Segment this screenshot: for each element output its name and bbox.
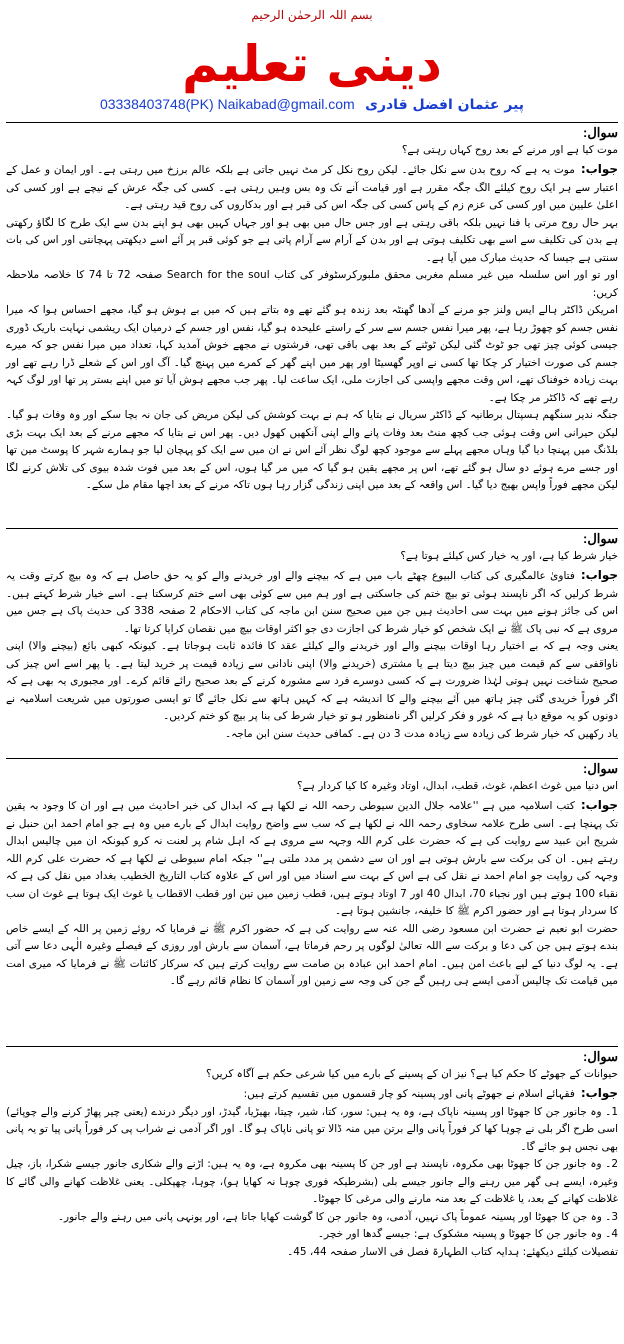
answer-paragraph: حضرت ابو نعیم نے حضرت ابن مسعود رضی اللہ عنہ سے روایت کی ہے کہ حضور اکرم ﷺ نے فرمایا کہ روئے زمین پر اللہ کے ایسے خاص بندے ہوتے ہیں جن کی دعا و برکت سے اللہ تعالیٰ لوگوں پر رحم فرماتا ہے، آسمان سے بارش اور روزی کے فیصلے وغیرہ الٰہی دعا سے آتی ہے۔ یہ لوگ دنیا کے لیے باعث امن ہیں۔ امام احمد ابن عبادہ بن صامت سے روایت کرتے ہیں کہ سرکار کائنات ﷺ نے فرمایا کہ میری امت میں قیامت تک چالیس آدمی ایسے ہی رہیں گے جن کی وجہ سے زمین اور آسمان کا نظام قائم رہے گا۔: [6, 922, 618, 987]
answer-paragraph: 3۔ وہ جن کا جھوٹا اور پسینہ عموماً پاک نہیں، آدمی، وہ جانور جن کا گوشت کھایا جاتا ہے، اور یونہی پانی میں رہنے والے جانور۔: [57, 1210, 618, 1223]
answer-paragraph: جواب:فتاویٰ عالمگیری کی کتاب البیوع چھٹے باب میں ہے کہ بیچنے والے اور خریدنے والے کو یہ حق حاصل ہے کہ وہ بیچ کرتے وقت یہ شرط کرلیں کہ اگر ناپسند ہوئی تو بیچ ختم کی جاسکتی ہے اور ہم میں سے کوئی بھی اسے ختم کرسکتا ہے۔ اسے خیار شرط کہتے ہیں۔ اس کی جائز ہونے میں بہت سی احادیث ہیں جن میں صحیح سنن ابن ماجہ کی کتاب الاحکام 2 صفحہ 338 کی حدیث پاک ہے جس میں مروی ہے کہ نبی پاک ﷺ نے ایک شخص کو خیار شرط کی اجازت دی جو اکثر اوقات بیچ میں نقصان کرایا کرتا تھا۔: [6, 568, 619, 635]
answer-label: جواب:: [580, 1086, 618, 1100]
answer-paragraph: جنگہ ندیر سنگھم ہسپتال برطانیہ کے ڈاکٹر سریال نے بتایا کہ ہم نے بہت کوشش کی لیکن مریض کی جان نہ بچا سکے اور وہ وفات ہو گیا۔ لیکن حیرانی اس وقت ہوئی جب کچھ منٹ بعد وفات پانے والے اپنی آنکھیں کھول دیں۔ پھر اس نے بتایا کہ مجھے مرنے کے بعد ایک بہت بڑی بلڈنگ میں پہنچا دیا گیا وہاں مجھے پہلے سے موجود کچھ لوگ نظر آئے اس نے ان میں سے ایک کو پہچان لیا جو ہمارے شہر کا پوسٹ مین تھا اور جسے مرے ہوئے دو سال ہو گئے تھے، اس پر مجھے یقین ہو گیا کہ میں مر گیا ہوں، اس کے بعد میں فوت شدہ بیوی کی تلاش کرنے لگا لیکن مجھے فوراً واپس بھیج دیا گیا۔ اس واقعہ کے بعد میں اپنی زندگی گزار رہا ہوں تاکہ مرنے کے بعد اچھا مقام مل سکے۔: [6, 409, 618, 491]
qa-section-3: [6, 760, 618, 991]
answer-paragraph: 2۔ وہ جانور جن کا جھوٹا بھی مکروہ، ناپسند ہے اور جن کا پسینہ بھی مکروہ ہے، وہ یہ ہیں: اڑنے والے شکاری جانور جیسے شکرا، باز، چیل وغیرہ، ایسے ہی گھر میں رہنے والے جانور جیسے بلی (بشرطیکہ فوری چوہا نہ کھایا ہو)، چوہا، چھپکلی۔ یعنی غلاظت کھانے والی گائے کا غلاظت کھانے کے بعد، یا غلاظت کے بعد منہ مارنے والی مرغی کا جھوٹا۔: [6, 1158, 618, 1205]
answer-paragraph: یعنی وجہ ہے کہ بے اختیار رہا اوقات بیچنے والے اور خریدنے والے کیلئے عقد کا فائدہ ثابت ہوجاتا ہے۔ کیونکہ کبھی بائع (بیچنے والا) اپنی ناواقفی سے کم قیمت میں چیز بیچ دیتا ہے یا مشتری (خریدنے والا) اپنی نادانی سے زیادہ قیمت پر خرید لیتا ہے۔ یا پھر اسے اس چیز کی صحیح شناخت نہیں ہوتی لہٰذا ضرورت ہے کہ کسی دوسرے فرد سے مشورہ کرنے کے بعد صحیح رائے قائم کرے۔ اور مجبوری یہ بھی ہے کہ اگر فوراً خریدی گئی چیز ہاتھ میں آئے بیچنے والے کا اندیشہ ہے کہ کہیں ہاتھ سے نکل جائے گا تو ایسی صورتوں میں شریعت اسلامیہ نے دونوں کو یہ موقع دیا ہے کہ غور و فکر کرلیں اگر نامنظور ہو تو خیار شرط کی بنا پر بیچ کو ختم کردیں۔: [6, 640, 618, 722]
answer-paragraph: جواب:فقہائے اسلام نے جھوٹے پانی اور پسینہ کو چار قسموں میں تقسیم کرتے ہیں:: [243, 1086, 618, 1100]
question-label: سوال:: [582, 1049, 618, 1064]
answer-paragraph: جواب:کتب اسلامیہ میں ہے ''علامہ جلال الدین سیوطی رحمہ اللہ نے لکھا ہے کہ ابدال کی خبر احادیث میں ہے اور ان کا وجود بہ یقین تک پہنچا ہے۔ اسی طرح علامہ سخاوی رحمہ اللہ نے لکھا ہے کہ سب سے واضح روایت ابدال کے بارے میں وہ ہے جو امام احمد ابن حنبل نے شریح ابن عبید سے روایت کی ہے کہ حضرت علی کرم اللہ وجہہ سے مروی ہے کہ اہل شام پر لعنت نہ کرو کیونکہ ان میں چالیس ابدال رہتے ہیں۔ ان کی برکت سے بارش ہوتی ہے اور ان سے دشمن پر مدد ملتی ہے'' جبکہ امام سیوطی نے لکھا ہے کہ حضرت علی کرم اللہ وجہہ کی روایت جو امام احمد نے نقل کی ہے اس کے بہت سے اسناد میں اور اس کے علاوہ کتاب التاریخ الخطیب بغداد میں نقل کی ہے کہ نقباء 100 ہوتے ہیں اور نجباء 70، ابدال 40 اور 7 اوتاد ہوتے ہیں، قطب زمین میں تین اور قطب الاقطاب یا غوث ایک ہوتا ہے غوث ان سب کا سردار ہوتا ہے اور حضور اکرم ﷺ کا خلیفہ، جانشین ہوتا ہے۔: [6, 798, 618, 917]
author-name: پیر عثمان افضل قادری: [365, 97, 525, 113]
contact-info: 03338403748(PK) Naikabad@gmail.com: [99, 96, 355, 112]
question-label: سوال:: [582, 125, 618, 140]
answer-paragraph: امریکن ڈاکٹر ہالے ایس ولنز جو مرنے کے آدھا گھنٹہ بعد زندہ ہو گئے تھے وہ بتاتے ہیں کہ میں بے ہوش ہو گیا، مجھے احساس ہوا کہ میرا نفس جسم کو چھوڑ رہا ہے، پھر میرا نفس جسم سے سر کے راستے علیحدہ ہو گیا، نفس اور جسم کے درمیان ایک ریشمی نہایت باریک ڈوری جیسی کوئی چیز تھی جو ٹوٹ گئی لیکن ٹوٹنے کے بعد بھی باقی تھی، فرشتوں نے مجھے خوش آمدید کہا، تعداد میں میرا نفس جو کہ میرے جسم کی صورت اختیار کر چکا تھا کسی نے اوپر گھسیٹا اور پھر میں اپنے گھر کے کمرے میں پہنچ گیا۔ آگ اور اس کے شعلے ڈرا رہے تھے اور بہت زیادہ خوفناک تھے، اس وقت مجھے واپسی کی اجازت ملی، ایک ساعت لیا۔ پھر جب مجھے ہوش آیا تو میں اپنے بستر پر تھا اور لوگ کہہ رہے تھے کہ ڈاکٹر مر چکا ہے۔: [6, 304, 618, 404]
section-divider: [6, 528, 618, 529]
question-text: خیار شرط کیا ہے، اور یہ خیار کس کیلئے ہوتا ہے؟: [400, 549, 618, 562]
answer-paragraph: اور تو اور اس سلسلہ میں غیر مسلم مغربی محقق ملبورکرسٹوفر کی کتاب Search for the soul صفحہ 72 تا 74 کا خلاصہ ملاحظہ کریں:: [6, 269, 618, 299]
answer-label: جواب:: [580, 568, 618, 582]
question-label: سوال:: [582, 531, 618, 546]
qa-section-2: [6, 530, 618, 743]
question-text: حیوانات کے جھوٹے کا حکم کیا ہے؟ نیز ان کے پسینے کے بارے میں کیا شرعی حکم ہے آگاہ کریں؟: [206, 1067, 618, 1080]
answer-label: جواب:: [580, 162, 618, 176]
answer-paragraph: یاد رکھیں کہ خیار شرط کی زیادہ سے زیادہ مدت 3 دن ہے۔ کمافی حدیث سنن ابن ماجہ۔: [225, 727, 618, 740]
answer-paragraph: جواب:موت یہ ہے کہ روح بدن سے نکل جائے۔ لیکن روح نکل کر مٹ نہیں جاتی ہے بلکہ عالم برزخ میں رہتی ہے۔ اور ایمان و عمل کے اعتبار سے ہر ایک روح کیلئے الگ جگہ مقرر ہے اور قیامت آنے تک وہ بس وہیں رہتی ہے۔ کسی کی جگہ عرش کے نیچے ہے اور کسی کی اعلیٰ علیین میں اور کسی کی عزم زم کے پاس کسی کی جگہ اس کی قبر ہے اور بدکاروں کی روح قید رہتی ہے۔: [6, 162, 618, 211]
qa-section-4: [6, 1048, 618, 1261]
bismillah-heading: بسم اللہ الرحمٰن الرحیم: [251, 8, 373, 22]
qa-section-1: [6, 124, 618, 495]
answer-paragraph: تفصیلات کیلئے دیکھئے: ہدایہ کتاب الطہارۃ فصل فی الاسار صفحہ 44، 45۔: [287, 1245, 618, 1258]
question-text: موت کیا ہے اور مرنے کے بعد روح کہاں رہتی ہے؟: [401, 143, 618, 156]
answer-paragraph: 1۔ وہ جانور جن کا جھوٹا اور پسینہ ناپاک ہے، وہ یہ ہیں: سور، کتا، شیر، چیتا، بھیڑیا، گیدڑ، اور دیگر درندے (یعنی چیر پھاڑ کرنے والے چوپائے) اسی طرح اگر بلی نے چوہا کھا کر فوراً پانی والے برتن میں منہ ڈالا تو پانی ناپاک ہو گا۔ اور اگر آدمی نے شراب پی کر فوراً پانی پیا تو یہ پانی بھی نجس ہو جائے گا۔: [6, 1105, 618, 1153]
section-divider: [6, 758, 618, 759]
question-text: اس دنیا میں غوث اعظم، غوث، قطب، ابدال، اوتاد وغیرہ کا کیا کردار ہے؟: [296, 779, 618, 792]
section-divider: [6, 1046, 618, 1047]
answer-paragraph: 4۔ وہ جانور جن کا جھوٹا و پسینہ مشکوک ہے: جیسے گدھا اور خچر۔: [317, 1228, 618, 1240]
section-divider: [6, 122, 618, 123]
question-label: سوال:: [582, 761, 618, 776]
page-title: دینی تعلیم: [182, 35, 442, 93]
author-contact-line: [0, 96, 624, 113]
answer-paragraph: بہر حال روح مرتی یا فنا نہیں بلکہ باقی رہتی ہے اور جس حال میں بھی ہو اور جہاں کہیں بھی ہو اپنے بدن سے ایک طرح کا لگاؤ رکھتی ہے بدن کی تکلیف سے اسے بھی تکلیف ہوتی ہے اور بدن کے آرام سے آرام پاتی ہے جو کوئی قبر پر آئے اسے دیکھتی پہچانتی اور اس کی بات سنتی ہے جیسا کہ حدیث مبارک میں آیا ہے۔: [6, 216, 618, 264]
answer-label: جواب:: [580, 798, 618, 812]
